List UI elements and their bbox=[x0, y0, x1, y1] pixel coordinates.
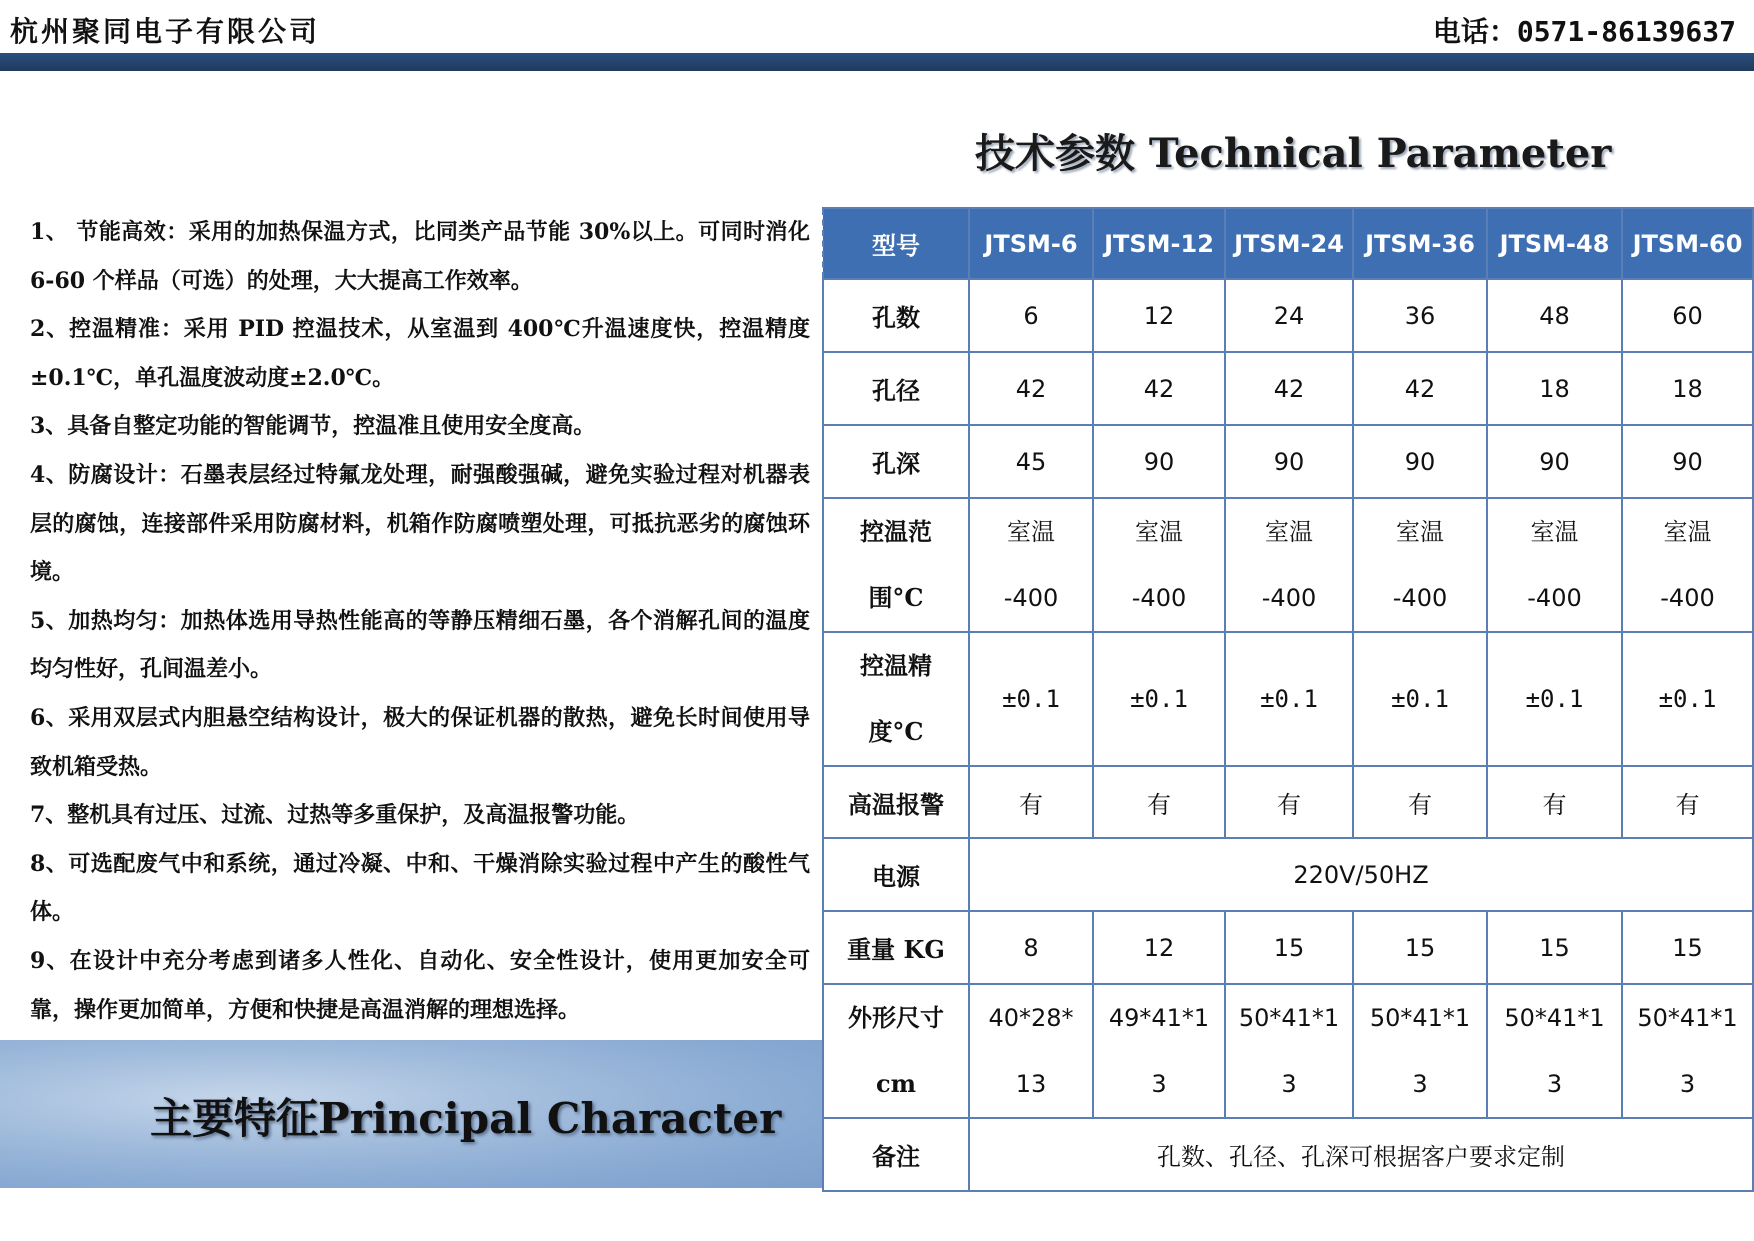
header-cell: JTSM-36 bbox=[1353, 208, 1487, 279]
cell-line: -400 bbox=[1527, 584, 1582, 612]
table-cell: 12 bbox=[1093, 279, 1225, 352]
table-row-size bbox=[823, 984, 1753, 1118]
row-label-line: 度°C bbox=[868, 717, 924, 746]
table-cell: 12 bbox=[1093, 911, 1225, 984]
feature-item: 3、具备自整定功能的智能调节，控温准且使用安全度高。 bbox=[30, 413, 596, 440]
table-cell: 42 bbox=[1353, 352, 1487, 425]
table-row-temp-precision bbox=[823, 632, 1753, 766]
cell-line: -400 bbox=[1660, 584, 1715, 612]
page-header bbox=[0, 0, 1754, 56]
table-cell bbox=[969, 984, 1093, 1118]
cell-line: 3 bbox=[1281, 1070, 1297, 1098]
table-cell: 18 bbox=[1487, 352, 1622, 425]
header-cell: JTSM-60 bbox=[1622, 208, 1753, 279]
header-cell: JTSM-12 bbox=[1093, 208, 1225, 279]
cell-line: -400 bbox=[1131, 584, 1187, 612]
table-row-holes bbox=[823, 279, 1753, 352]
feature-item: 9、在设计中充分考虑到诸多人性化、自动化、安全性设计，使用更加安全可靠，操作更加简单，方便和快捷是高温消解的理想选择。 bbox=[30, 947, 810, 1023]
row-label: 重量 KG bbox=[823, 911, 969, 984]
table-cell bbox=[1622, 498, 1753, 632]
table-row-depth bbox=[823, 425, 1753, 498]
table-cell: 90 bbox=[1093, 425, 1225, 498]
table-cell: 有 bbox=[1225, 766, 1353, 838]
table-row-remark bbox=[823, 1118, 1753, 1191]
table-cell bbox=[1353, 498, 1487, 632]
header-cell: JTSM-24 bbox=[1225, 208, 1353, 279]
header-cell: JTSM-6 bbox=[969, 208, 1093, 279]
table-header-row bbox=[823, 208, 1753, 279]
row-label-line: 控温范 bbox=[860, 517, 932, 546]
table-cell: 15 bbox=[1487, 911, 1622, 984]
table-cell: 42 bbox=[1225, 352, 1353, 425]
cell-line: 3 bbox=[1151, 1070, 1167, 1098]
table-cell: 60 bbox=[1622, 279, 1753, 352]
table-cell: 42 bbox=[969, 352, 1093, 425]
table-cell: 36 bbox=[1353, 279, 1487, 352]
table-cell: ±0.1 bbox=[1487, 632, 1622, 766]
row-label: 孔深 bbox=[823, 425, 969, 498]
cell-line: 50*41*1 bbox=[1238, 1004, 1340, 1032]
row-label-line: 围°C bbox=[868, 583, 924, 612]
row-label-line: cm bbox=[875, 1069, 916, 1098]
table-row-weight bbox=[823, 911, 1753, 984]
table-cell: 6 bbox=[969, 279, 1093, 352]
row-label: 孔数 bbox=[823, 279, 969, 352]
table-cell bbox=[1353, 984, 1487, 1118]
cell-line: 40*28* bbox=[988, 1004, 1074, 1032]
table-cell bbox=[1225, 984, 1353, 1118]
table-cell: 15 bbox=[1353, 911, 1487, 984]
cell-line: 室温 bbox=[1396, 518, 1444, 546]
technical-parameter-table bbox=[822, 207, 1754, 1192]
cell-line: 50*41*1 bbox=[1504, 1004, 1605, 1032]
company-name: 杭州聚同电子有限公司 bbox=[10, 15, 321, 48]
table-cell: 有 bbox=[1487, 766, 1622, 838]
table-cell bbox=[969, 498, 1093, 632]
table-cell: ±0.1 bbox=[969, 632, 1093, 766]
feature-item: 4、防腐设计：石墨表层经过特氟龙处理，耐强酸强碱，避免实验过程对机器表层的腐蚀，连接部件采用防腐材料，机箱作防腐喷塑处理，可抵抗恶劣的腐蚀环境。 bbox=[30, 461, 810, 586]
table-cell: ±0.1 bbox=[1225, 632, 1353, 766]
table-cell: 24 bbox=[1225, 279, 1353, 352]
row-label: 备注 bbox=[823, 1118, 969, 1191]
table-cell: 45 bbox=[969, 425, 1093, 498]
header-cell-model: 型号 bbox=[823, 208, 969, 279]
table-cell: 有 bbox=[969, 766, 1093, 838]
cell-line: 室温 bbox=[1265, 518, 1313, 546]
cell-line: 室温 bbox=[1530, 518, 1579, 546]
table-row-diameter bbox=[823, 352, 1753, 425]
row-label bbox=[823, 984, 969, 1118]
table-row-temp-range bbox=[823, 498, 1753, 632]
table-cell bbox=[1225, 498, 1353, 632]
cell-line: 49*41*1 bbox=[1108, 1004, 1210, 1032]
cell-line: 室温 bbox=[1663, 518, 1712, 546]
row-label bbox=[823, 498, 969, 632]
table-row-alarm bbox=[823, 766, 1753, 838]
technical-parameter-title: 技术参数 Technical Parameter bbox=[975, 130, 1612, 177]
feature-item: 2、控温精准：采用 PID 控温技术，从室温到 400℃升温速度快，控温精度±0.1℃，单孔温度波动度±2.0℃。 bbox=[30, 316, 810, 391]
feature-item: 6、采用双层式内胆悬空结构设计，极大的保证机器的散热，避免长时间使用导致机箱受热。 bbox=[30, 704, 810, 780]
row-label-line: 外形尺寸 bbox=[848, 1003, 944, 1032]
table-cell: ±0.1 bbox=[1622, 632, 1753, 766]
table-row-power bbox=[823, 838, 1753, 911]
row-label: 高温报警 bbox=[823, 766, 969, 838]
feature-item: 1、 节能高效：采用的加热保温方式，比同类产品节能 30%以上。可同时消化 6-60 个样品（可选）的处理，大大提高工作效率。 bbox=[30, 219, 810, 294]
cell-line: 室温 bbox=[1135, 518, 1183, 546]
feature-item: 8、可选配废气中和系统，通过冷凝、中和、干燥消除实验过程中产生的酸性气体。 bbox=[30, 850, 810, 926]
table-cell: 90 bbox=[1487, 425, 1622, 498]
principal-character-banner bbox=[0, 1040, 822, 1188]
table-cell bbox=[1093, 498, 1225, 632]
table-cell: 18 bbox=[1622, 352, 1753, 425]
table-cell-merged: 孔数、孔径、孔深可根据客户要求定制 bbox=[969, 1118, 1753, 1191]
phone-number: 电话：0571-86139637 bbox=[1432, 15, 1736, 48]
cell-line: 50*41*1 bbox=[1369, 1004, 1471, 1032]
table-cell: 90 bbox=[1622, 425, 1753, 498]
table-cell: 15 bbox=[1622, 911, 1753, 984]
header-divider-bar bbox=[0, 53, 1754, 71]
cell-line: 50*41*1 bbox=[1637, 1004, 1738, 1032]
table-cell bbox=[1487, 984, 1622, 1118]
table-cell: 15 bbox=[1225, 911, 1353, 984]
cell-line: -400 bbox=[1392, 584, 1448, 612]
table-cell: ±0.1 bbox=[1353, 632, 1487, 766]
feature-list bbox=[30, 208, 810, 1034]
feature-item: 5、加热均匀：加热体选用导热性能高的等静压精细石墨，各个消解孔间的温度均匀性好，孔间温差小。 bbox=[30, 607, 810, 683]
row-label-line: 控温精 bbox=[860, 651, 932, 680]
row-label bbox=[823, 632, 969, 766]
table-cell-merged: 220V/50HZ bbox=[969, 838, 1753, 911]
row-label: 孔径 bbox=[823, 352, 969, 425]
table-cell bbox=[1622, 984, 1753, 1118]
cell-line: 3 bbox=[1679, 1070, 1696, 1098]
cell-line: -400 bbox=[1003, 584, 1059, 612]
cell-line: 室温 bbox=[1007, 518, 1055, 546]
header-cell: JTSM-48 bbox=[1487, 208, 1622, 279]
cell-line: -400 bbox=[1261, 584, 1317, 612]
table-cell: 8 bbox=[969, 911, 1093, 984]
feature-item: 7、整机具有过压、过流、过热等多重保护，及高温报警功能。 bbox=[30, 802, 640, 829]
table-cell bbox=[1093, 984, 1225, 1118]
cell-line: 3 bbox=[1412, 1070, 1428, 1098]
table-cell: 48 bbox=[1487, 279, 1622, 352]
row-label: 电源 bbox=[823, 838, 969, 911]
table-cell: ±0.1 bbox=[1093, 632, 1225, 766]
table-cell: 有 bbox=[1093, 766, 1225, 838]
table-cell: 有 bbox=[1353, 766, 1487, 838]
table-cell: 42 bbox=[1093, 352, 1225, 425]
principal-character-title: 主要特征Principal Character bbox=[150, 1094, 782, 1143]
cell-line: 13 bbox=[1015, 1070, 1047, 1098]
cell-line: 3 bbox=[1546, 1070, 1563, 1098]
table-cell: 有 bbox=[1622, 766, 1753, 838]
table-cell: 90 bbox=[1353, 425, 1487, 498]
table-cell: 90 bbox=[1225, 425, 1353, 498]
table-cell bbox=[1487, 498, 1622, 632]
